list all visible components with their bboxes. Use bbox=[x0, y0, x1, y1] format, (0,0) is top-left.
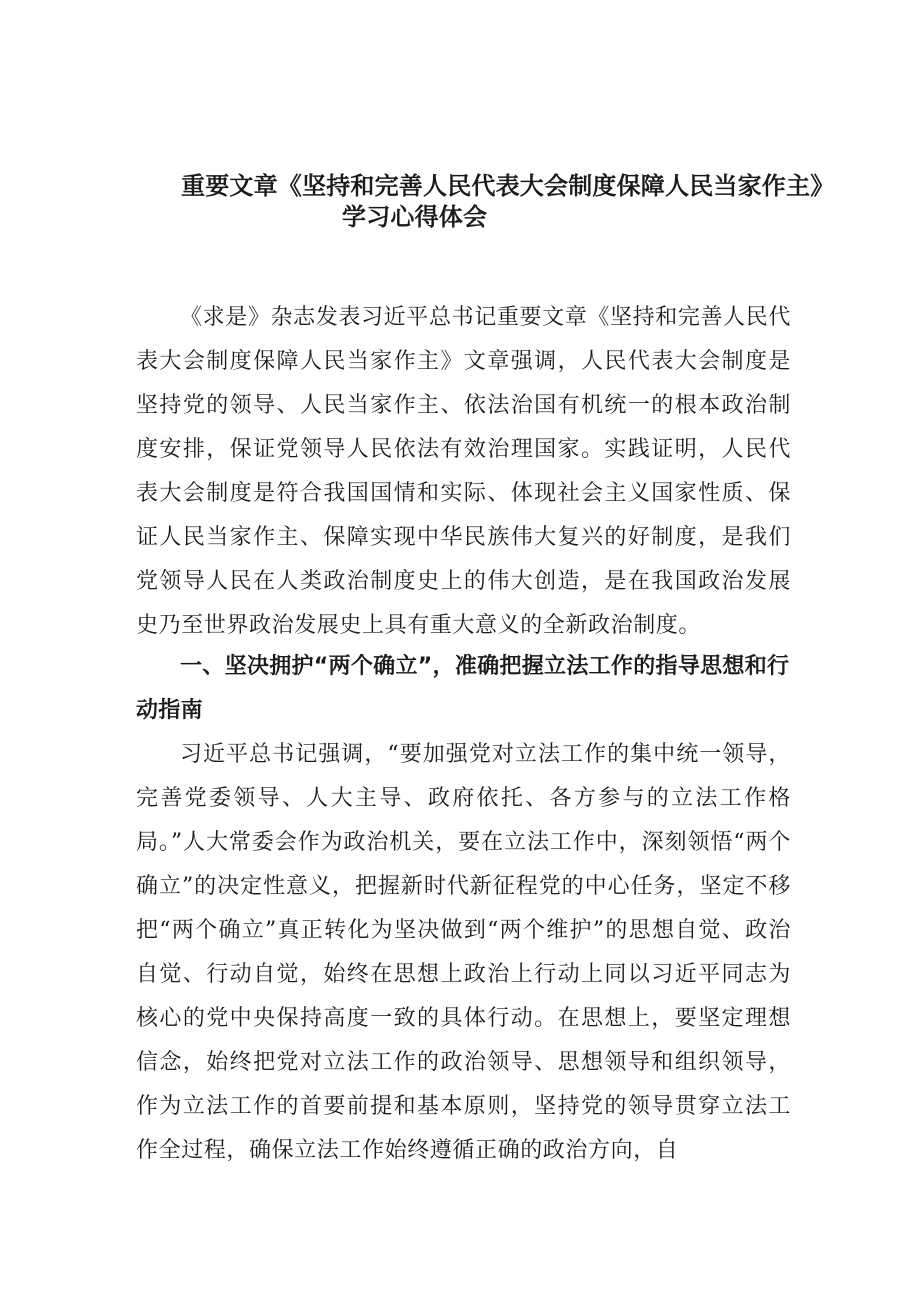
paragraph-intro: 《求是》杂志发表习近平总书记重要文章《坚持和完善人民代表大会制度保障人民当家作主》文章强调，人民代表大会制度是坚持党的领导、人民当家作主、依法治国有机统一的根本政治制度安排，保证党领导人民依法有效治理国家。实践证明，人民代表大会制度是符合我国国情和实际、体现社会主义国家性质、保证人民当家作主、保障实现中华民族伟大复兴的好制度，是我们党领导人民在人类政治制度史上的伟大创造，是在我国政治发展史乃至世界政治发展史上具有重大意义的全新政治制度。 bbox=[136, 305, 791, 638]
section-heading-1: 一、坚决拥护“两个确立”，准确把握立法工作的指导思想和行动指南 bbox=[136, 654, 790, 723]
title-line-2: 学习心得体会 bbox=[342, 203, 488, 231]
title-line-1: 重要文章《坚持和完善人民代表大会制度保障人民当家作主》 bbox=[181, 172, 835, 200]
paragraph-section-1: 习近平总书记强调，“要加强党对立法工作的集中统一领导，完善党委领导、人大主导、政府依托、各方参与的立法工作格局。”人大常委会作为政治机关，要在立法工作中，深刻领悟“两个确立”的决定性意义，把握新时代新征程党的中心任务，坚定不移把“两个确立”真正转化为坚决做到“两个维护”的思想自觉、政治自觉、行动自觉，始终在思想上政治上行动上同以习近平同志为核心的党中央保持高度一致的具体行动。在思想上，要坚定理想信念，始终把党对立法工作的政治领导、思想领导和组织领导，作为立法工作的首要前提和基本原则，坚持党的领导贯穿立法工作全过程，确保立法工作始终遵循正确的政治方向，自 bbox=[136, 742, 791, 1163]
